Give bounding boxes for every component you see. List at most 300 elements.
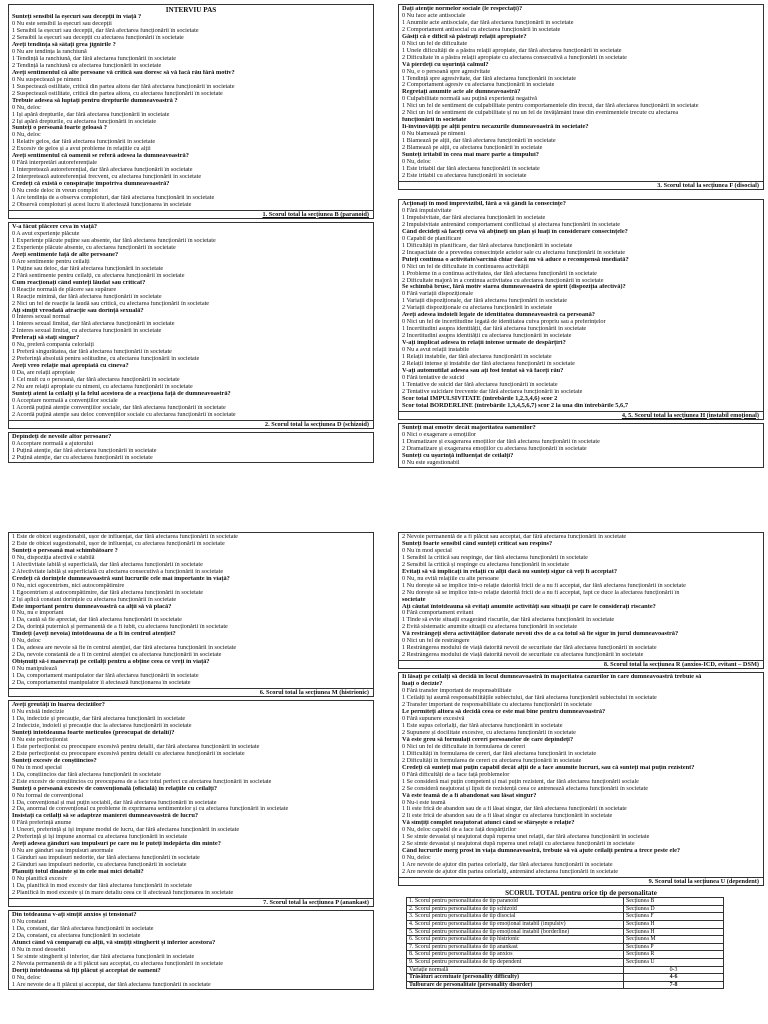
answer-option: 2 Comportament agresiv cu afectarea funcționării în societate [402,82,555,89]
answer-option: 2 Acordă puțină atenție sau deloc convențiilor sociale cu afectarea funcționării în societate [12,411,236,418]
answer-option: 2 Este iritabil cu afectarea funcționării în societate [402,172,527,179]
answer-option: 2 Este excesiv de conștiincios cu preocuparea de a face totul perfect cu afectarea funcționării în societate [12,778,272,785]
score-row-section: Secțiunea H [624,920,724,928]
question-text: Sunteți mai emotiv decât majoritatea oamenilor? [402,424,536,431]
answer-option: 2 Nu dorește să se implice într-o relație datorită fricii de a nu fi acceptat, fapt ce duce la afectarea funcționării în [402,589,680,596]
answer-option: 1 Are nevoie de ajutor din partea celorlalți, dar fără afectarea funcționării în societate [402,862,613,869]
answer-option: 2 Îi este frică de abandon sau de a fi lăsat singur cu afectarea funcționării în societate [402,813,613,820]
answer-option: 0 Nu crede deloc în vreun complot [12,188,98,195]
section-histrionic [8,532,374,697]
section-continued [8,432,374,463]
question-list [12,14,370,209]
answer-option: 2 Nici un fel de reacție la laudă sau critică, cu afectarea funcționării în societate [12,300,210,307]
answer-option: 0 Fără impulsivitate [402,207,452,214]
question-text: Atunci când vă comparați cu alții, vă simțiți stingherit și inferior acestora? [12,939,216,946]
answer-option: 1 Da, constant, dar fără afectarea funcționării în societate [12,925,154,932]
score-row-section: Secțiunea M [624,936,724,944]
question-text: Vă este greu să formulați cereri persoanelor de care depindeți? [402,736,574,743]
question-text: Vă restrângeți sfera activităților datorate nevoii dvs de a ca totul să fie sigur în jurul dumneavoastră? [402,631,679,638]
answer-option: 2 Da, dorință puternică și permanentă de a fi iubit, cu afectarea funcționării în societate [12,624,228,631]
answer-option: 1 Da, adesea are nevoie să fie în centrul atenției, dar fără afectarea funcționării în societate [12,645,237,652]
section-schizoid [8,222,374,429]
answer-option: 2 Sensibil la eșecuri sau decepții cu afectarea funcționării în societate [12,35,184,42]
answer-option: 0 Nu suspectează pe nimeni [12,76,82,83]
score-row-label: 5. Scorul pentru personalitatea de tip emoțional instabil (borderline) [407,928,624,936]
question-text: Scor total BORDERLINE (întrebările 1,3,4,5,6,7) scor 2 la una din întrebările 5,6,7 [402,402,629,409]
answer-option: 1 Da, comportament manipulator dar fără afectarea funcționării în societate [12,673,199,680]
answer-option: 2 Se consideră neajutorat și lipsit de rezistență ceea ce antrenează afectarea funcționării în societate [402,785,648,792]
answer-option: 1 Da, caută să fie apreciat, dar fără afectarea funcționării în societate [12,617,182,624]
answer-option: 0 Nu, dispoziția afectivă e stabilă [12,554,95,561]
answer-option: 0 Fără comportament evitant [402,610,474,617]
score-summary-range: 0-3 [624,966,724,974]
answer-option: 2 Transfer important de responsabilitate cu afectarea funcționării în societate [402,702,592,709]
answer-option: 0 Nu este sensibil la eșecuri sau decepții [12,21,112,28]
question-text: Regretați anumite acte ale dumneavoastră? [402,89,521,96]
section-histrionic-start [398,423,764,468]
question-list [402,425,760,467]
section-score-footer: 2. Scorul total la secțiunea D (schizoid) [9,420,373,428]
answer-option: 0 Nu există indecizie [12,709,65,716]
answer-option: 0 Fără transfer important de responsabilitate [402,688,512,695]
answer-option: 2 Este de obicei sugestionabil, ușor de influențat, cu afectarea funcționării în societate [12,540,225,547]
score-row-section: Secțiunea H [624,928,724,936]
answer-option: 0 Nu, deloc [402,855,431,862]
question-list [402,674,760,876]
answer-option: 1 Nu dorește să se implice într-o relație datorită fricii de a nu fi acceptat, dar fără afectarea funcționării în societate [402,582,686,589]
question-text: Sunteți o persoană excesiv de convențională (oficială) în relațiile cu ceilalți? [12,785,218,792]
score-table-title: SCORUL TOTAL pentru orice tip de personalitate [505,889,657,898]
answer-option: 2 Evită sistematic anumite situații cu afectarea funcționării în societate [402,624,578,631]
answer-option: 1 Variații dispoziționale, dar fără afectarea funcționării în societate [402,298,567,305]
answer-option: 0 Nici un fel de incertitudine legată de identitatea cuiva propriu sau a preferințelor [402,319,606,326]
answer-option: 1 Da, convențional și mai puțin sociabil, dar fără afectarea funcționării în societate [12,799,217,806]
answer-option: 0 Fără tentative de suicid [402,374,465,381]
section-score-footer: 6. Scorul total la secțiunea M (histrionic) [9,688,373,696]
answer-option: 2 Nevoia permanentă de a fi plăcut sau acceptat, cu afectarea funcționării în societate [12,960,223,967]
question-text: Se schimbă brusc, fără motiv starea dumneavoastră de spirit (dispoziția afectivă)? [402,284,626,291]
section-score-footer: 9. Scorul total la secțiunea U (dependent) [399,877,763,885]
section-score-footer: 8. Scorul total la secțiunea R (anxios-ICD, evitant – DSM) [399,660,763,668]
answer-option: 1 Impulsivitate, dar fără afectarea funcționării în societate [402,214,546,221]
answer-option: 1 Tendință la ranchiună, dar fără afectarea funcționării în societate [12,55,177,62]
score-row [407,943,724,951]
answer-option: 1 Probleme în a continua activitatea, dar fără afectarea funcționării în societate [402,270,597,277]
score-row-label: 4. Scorul pentru personalitatea de tip emoțional instabil (impulsiv) [407,920,624,928]
question-text: Credeți că sunteți mai puțin capabil decât alții de a face anumite lucruri, sau că sunteți mai puțin rezistent? [402,764,695,771]
section-emotional-unstable [398,199,764,420]
answer-option: 2 Este perfecționist cu preocupare excesivă pentru detalii cu afectarea funcționării în societate [12,750,245,757]
answer-option: 1 Afectivitate labilă și superficială, dar fără afectarea funcționării în societate [12,561,203,568]
score-row-label: 7. Scorul pentru personalitatea de tip anankast [407,943,624,951]
question-list [12,534,370,687]
answer-option: 2 Are nevoie de ajutor din partea celorlalți, antrenând afectarea funcționării în societate [402,869,618,876]
question-text: Depindeți de nevoile altor persoane? [12,433,112,440]
section-paranoid [8,4,374,219]
answer-option: 0 Nici un fel de dificultate [402,40,468,47]
answer-option: 0 Nici un fel de dificultate în continuarea activității [402,263,529,270]
answer-option: 0 Fără interpretări autoreferențiale [12,160,98,167]
answer-option: 0 Fără variații dispoziționale [402,291,473,298]
answer-option: 1 Sensibil la critică sau respinge, dar fără afectarea funcționării în societate [402,554,588,561]
question-text: Preferați să stați singur? [12,335,80,342]
answer-option: 0 Nu-i este teamă [402,799,446,806]
page-1 [8,4,374,522]
score-row-label: 1. Scorul pentru personalitatea de tip paranoid [407,898,624,906]
answer-option: 2 Dramatizare și exagerarea emoțiilor cu afectarea funcționării în societate [402,445,587,452]
page-2 [398,4,764,522]
score-row-section: Secțiunea P [624,943,724,951]
answer-option: 1 Își apără drepturile, dar fără afectarea funcționării în societate [12,111,170,118]
question-text: Sunteți iritabil în ceea mai mare parte a timpului? [402,152,539,159]
question-text: Le permiteți altora să decidă ceea ce este mai bine pentru dumneavoastră? [402,709,606,716]
question-text: funcționării în societate [402,117,467,124]
question-text: Aveți sentimente față de alte persoane? [12,251,119,258]
answer-option: 0 Nu, e o persoană spre agresivitate [402,68,491,75]
score-row-section: Secțiunea B [624,898,724,906]
question-text: V-ați implicat adesea în relații intense urmate de despărțiri? [402,340,566,347]
question-text: Acționați în mod imprevizibil, fără a vă gândi la consecințe? [402,201,566,208]
question-text: Obișnuiți să-i manevrați pe ceilalți pentru a obține ceea ce vreți în viață? [12,659,210,666]
answer-option: 0 Nu este perfecționist [12,736,68,743]
answer-option: 2 Preferință și își impune anormal cu afectarea funcționării în societate [12,834,188,841]
answer-option: 0 Interes sexual normal [12,314,70,321]
score-row [407,936,724,944]
question-text: Sunteți excesiv de conștiincios? [12,757,97,764]
answer-option: 0 Nici un fel de restrângere [402,638,470,645]
score-row-section: Secțiunea R [624,951,724,959]
document-title: INTERVIU PAS [165,6,217,14]
answer-option: 0 Acceptare normală a ajutorului [12,440,94,447]
question-list [402,201,760,410]
question-text: Insistați ca ceilalți să se adapteze manierei dumneavoastră de lucru? [12,813,199,820]
answer-option: 0 Nu, preferă compania celorlalți [12,342,94,349]
answer-option: 2 Își aplică constant dorințele cu afectarea funcționării în societate [12,596,177,603]
question-text: Sunteți o persoană foarte geloasă ? [12,125,107,132]
answer-option: 0 Nu, deloc [12,104,41,111]
answer-option: 2 Se simte devastat și neajutorat după ruperea unei relații cu afectarea funcționării în societate [402,841,635,848]
score-row [407,913,724,921]
score-row-section: Secțiunea F [624,913,724,921]
question-text: Cum reacționați când sunteți lăudat sau criticat? [12,279,146,286]
answer-option: 2 Tentative suicidare frecvente dar fără afectarea funcționării în societate [402,388,583,395]
answer-option: 0 Nu a avut relații instabile [402,347,470,354]
question-text: Vă este teamă de a fi abandonat sau lăsat singur? [402,792,537,799]
answer-option: 1 Cel mult cu o persoană, dar fără afectarea funcționării în societate [12,377,180,384]
answer-option: 0 Nu în mod special [12,764,62,771]
question-list [12,224,370,419]
answer-option: 1 Este iritabil dar fără afectarea funcționării în societate [402,165,540,172]
answer-option: 1 Tinde să evite situații exagerând riscurile, dar fără afectarea funcționării în societate [402,617,615,624]
answer-option: 0 Nu, deloc [402,158,431,165]
answer-option: 1 Este supus celorlalți, dar fără afectarea funcționării în societate [402,723,563,730]
score-row-section: Secțiunea D [624,905,724,913]
answer-option: 0 Nu, deloc capabil de a face față despărțirilor [402,827,517,834]
answer-option: 2 Blamează pe alții, cu afectarea funcționării în societate [402,145,543,152]
answer-option: 2 Supunere și docilitate excesive, cu afectarea funcționării în societate [402,729,576,736]
answer-option: 0 Nu, nici egocentrism, nici autocompătimire [12,582,125,589]
score-summary-range: 7-8 [624,981,724,989]
score-row-section: Secțiunea U [624,958,724,966]
answer-option: 0 Acceptare normală a convențiilor sociale [12,397,118,404]
question-list [402,6,760,180]
answer-option: 1 Restrângerea modului de viață datorită nevoii de securitate dar fără afectarea funcționării în societate [402,645,657,652]
question-text: Credeți că dorințele dumneavoastră sunt lucrurile cele mai importante în viață? [12,575,230,582]
question-text: Dați atenție normelor sociale (le respectați)? [402,6,523,12]
answer-option: 1 Relativ gelos, dar fără afectarea funcționării în societate [12,139,156,146]
answer-option: 2 Da, comportamentul manipulator îi afectează funcționarea în societate [12,680,191,687]
answer-option: 1 Interpretează autoreferențial, dar fără afectarea funcționării în societate [12,167,193,174]
question-text: Credeți că există o conspirație împotriva dumneavoastră? [12,181,170,188]
answer-option: 2 Fără sentimente pentru ceilalți, cu afectarea funcționării în societate [12,272,185,279]
answer-option: 1 Dramatizare și exagerarea emoțiilor dar fără afectarea funcționării în societate [402,438,600,445]
score-summary-range: 4-6 [624,974,724,982]
answer-option: 0 Capabil de planificare [402,235,462,242]
answer-option: 2 Incertitudini asupra identității cu afectarea funcționării în societate [402,333,572,340]
page-3 [8,532,374,1020]
section-dependent [398,672,764,886]
section-score-footer: 7. Scorul total la secțiunea P (anankast) [9,898,373,906]
score-row [407,951,724,959]
answer-option: 2 Interpretează autoreferențial frecvent, cu afectarea funcționării în societate [12,174,202,181]
answer-option: 2 Excesiv de gelos și a avut probleme în relațiile cu alții [12,146,151,153]
score-row [407,958,724,966]
score-row [407,928,724,936]
score-summary-label: Trăsături accentuate (personality difficulty) [407,974,624,982]
answer-option: 1 Gânduri sau impulsuri nedorite, dar fără afectarea funcționării în societate [12,855,200,862]
question-text: Vă simțiți complet neajutorat atunci când se sfârșește o relație? [402,820,575,827]
answer-option: 1 Da, planifică în mod excesiv dar fără afectarea funcționării în societate [12,882,193,889]
answer-option: 2 Puțină atenție, dar cu afectarea funcționării în societate [12,454,153,461]
score-row [407,905,724,913]
answer-option: 2 Nevoie permanentă de a fi plăcut sau acceptat, dar fără afectarea funcționării în societate [402,534,627,540]
answer-option: 0 Da, are relații apropiate [12,370,76,377]
question-text: Îi lăsați pe ceilalți să decidă în locul dumneavoastră în majoritatea cazurilor în care dumneavoastră trebuie să [402,674,702,681]
answer-option: 2 Sensibil la critică și respinge cu afectarea funcționării în societate [402,561,569,568]
score-row-label: 9. Scorul pentru personalitatea de tip dependent [407,958,624,966]
answer-option: 1 Acordă puțină atenție convențiilor sociale, dar fără afectarea funcționării în societate [12,404,226,411]
answer-option: 0 Nici o exagerare a emoțiilor [402,431,477,438]
answer-option: 0 Fără preferință anume [12,820,72,827]
answer-option: 0 Nu, deloc [12,132,41,139]
answer-option: 0 Nu are gânduri sau impulsuri anormale [12,848,114,855]
answer-option: 0 Fără supunere excesivă [402,716,465,723]
question-text: Sunteți cu ușurință influențat de ceilalți? [402,452,514,459]
score-row [407,920,724,928]
section-score-footer: 4, 5. Scorul total la secțiunea H (instabil emoțional) [399,411,763,419]
answer-option: 0 Are sentimente pentru ceilalți [12,258,90,265]
score-row-label: 2. Scorul pentru personalitatea de tip schizoid [407,905,624,913]
answer-option: 1 Sensibil la eșecuri sau decepții, dar fără afectarea funcționării în societate [12,28,199,35]
answer-option: 1 Puține sau deloc, dar fără afectarea funcționării în societate [12,265,164,272]
answer-option: 1 Reacție minimă, dar fără afectarea funcționării în societate [12,293,162,300]
section-anxious-continued [398,532,764,669]
score-summary-row [407,981,724,989]
score-row-label: 3. Scorul pentru personalitatea de tip disocial [407,913,624,921]
answer-option: 1 Ceilalți își asumă responsabilitățile subiectului, dar fără afectarea funcționării subiectului în societate [402,695,657,702]
score-table [406,897,724,989]
answer-option: 1 Da, indecizie și precauție, dar fără afectarea funcționării în societate [12,716,186,723]
answer-option: 1 Tendință spre agresivitate, dar fără afectarea funcționării în societate [402,75,576,82]
answer-option: 1 Îi este frică de abandon sau de a fi lăsat singur, dar fără afectarea funcționării în societate [402,806,627,813]
section-score-footer: 1. Scorul total la secțiunea B (paranoid) [9,210,373,218]
question-text: Aveți sentimentul că oamenii se referă adesea la dumneavoastră? [12,153,189,160]
answer-option: 1 Puțină atenție, dar fără afectarea funcționării în societate [12,447,157,454]
answer-option: 0 Nu, nu evită relațiile cu alte persoane [402,575,499,582]
question-text: Vă pierdeți cu ușurință calmul? [402,61,489,68]
answer-option: 2 Dificultate majoră în a continua activitatea cu afectarea funcționării în societate [402,277,604,284]
answer-option: 1 Unele dificultăți de a păstra relații apropiate, dar fără afectarea funcționării în societate [402,47,622,54]
score-summary-label: Variație normală [407,966,624,974]
section-disocial [398,4,764,190]
answer-option: 0 Nu, deloc [12,974,41,981]
answer-option: 1 Da, conștiincios dar fără afectarea funcționării în societate [12,771,161,778]
question-list [12,702,370,897]
score-row [407,898,724,906]
answer-option: 2 Își apără drepturile, cu afectarea funcționării în societate [12,118,157,125]
question-text: Sunteți o persoană mai schimbătoare ? [12,547,118,554]
answer-option: 1 Interes sexual limitat, dar fără afectarea funcționării în societate [12,321,175,328]
answer-option: 0 Nu este sugestionabil [402,459,460,466]
question-list [12,912,370,988]
question-text: Aveți tendința să sâtați grea jignirile ? [12,42,116,49]
answer-option: 0 Nu manipulează [12,666,58,673]
answer-option: 0 Nu are tendința la ranchiună [12,48,87,55]
question-text: Sunteți sensibil la eșecuri sau decepții în viață ? [12,14,142,21]
answer-option: 2 Variații dispoziționale cu afectarea funcționării în societate [402,305,553,312]
answer-option: 1 Se consideră mai puțin competent și mai puțin rezistent, dar fără afectarea funcționării sociale [402,778,639,785]
answer-option: 2 Impulsivitate antrenând comportament conflictual și afectarea funcționării în societate [402,221,621,228]
answer-option: 0 Nici un fel de dificultate în formularea de cereri [402,743,526,750]
answer-option: 1 Se simte devastat și neajutorat după ruperea unei relații, dar fără afectarea funcționării în societate [402,834,650,841]
answer-option: 2 Da, anormal de convențional cu probleme în exprimarea sentimentelor și cu afectarea funcționării în societate [12,806,289,813]
answer-option: 2 Suspectează ostilitate, critică din partea altora, cu afectarea funcționării în societate [12,90,223,97]
answer-option: 1 Egocentrism și autocompătimire, dar fără afectarea funcționării în societate [12,589,204,596]
answer-option: 1 Preferă singurătatea, dar fără afectarea funcționării în societate [12,349,172,356]
answer-option: 2 Preferință absolută pentru solitudine, cu afectarea funcționării în societate [12,356,200,363]
question-text: Scor total IMPULSIVITATE (întrebările 1,2,3,4,6) scor 2 [402,395,558,402]
answer-option: 2 Interes sexual limitat, cu afectarea funcționării în societate [12,328,162,335]
question-list [12,434,370,462]
answer-option: 2 Observă comploturi și acest lucru îi afectează funcționarea în societate [12,201,192,208]
question-text: Sunteți foarte sensibil când sunteți criticat sau respins? [402,540,553,547]
question-text: Planuiți totul dinainte și în cele mai mici detalii? [12,869,144,876]
question-text: Sunteți atent la ceilalți și la felul acestora de a reacționa față de dumneavoastră? [12,390,231,397]
question-text: Ați simțit vreodată atracție sau dorință sexuală? [12,307,144,314]
question-text: Doriți întotdeauna să fiți plăcut și acceptat de oameni? [12,967,161,974]
score-summary-row [407,974,724,982]
answer-option: 2 Comportament antisocial cu afectarea funcționării în societate [402,26,561,33]
section-score-footer: 3. Scorul total la secțiunea F (disocial) [399,181,763,189]
question-text: Puteți continua o activitate/sarcină chiar dacă nu vă aduce o recompensă imediată? [402,256,629,263]
answer-option: 2 Afectivitate labilă și superficială cu afectarea consecutivă a funcționării în societate [12,568,224,575]
answer-option: 1 Nici un fel de sentiment de culpabilitate pentru comportamentele din trecut, dar fără afectarea funcționării în societate [402,103,699,110]
answer-option: 0 Nu planifică excesiv [12,876,68,882]
answer-option: 1 Incertitudini asupra identității, dar fără afectarea funcționării în societate [402,326,587,333]
answer-option: 2 Experiențe plăcute absente, cu afectarea funcționării în societate [12,244,176,251]
question-text: Aveți vreo relație mai apropiată cu cineva? [12,363,129,370]
score-row-label: 8. Scorul pentru personalitatea de tip anxios [407,951,624,959]
question-text: Ați căutat întotdeauna să evitați anumite activități sau situații pe care le considerați riscante? [402,603,656,610]
answer-option: 1 Blamează pe alții, dar fără afectarea funcționării în societate [402,138,556,145]
question-text: Tindeți (aveți nevoia) întotdeauna de a fi în centrul atenției? [12,631,176,638]
question-text: Când lucrurile merg prost în viața dumneavoastră, trebuie să vă ajute ceilalți pentru a trece peste ele? [402,848,681,855]
answer-option: 1 Tentative de suicid dar fără afectarea funcționării în societate [402,381,558,388]
question-text: Când decideți să faceți ceva vă abțineți un plan și luați în considerare consecințele? [402,228,628,235]
question-text: Aveți adesea îndoieli legate de identitatea dumneavoastră ca persoană? [402,312,596,319]
score-summary-row [407,966,724,974]
answer-option: 2 Da, constant, cu afectarea funcționării în societate [12,932,141,939]
question-text: Aveți adesea gânduri sau impulsuri pe care nu le puteți îndepărta din minte? [12,841,221,848]
answer-option: 1 Are tendința de a observa comploturi, dar fără afectarea funcționării în societate [12,194,215,201]
question-text: Găsiți că e dificil să păstrați relații apropiate? [402,33,527,40]
answer-option: 0 Fără dificultăți de a face față problemelor [402,771,510,778]
section-anxious [8,910,374,989]
question-text: Sunteți întotdeauna foarte meticulos (preocupat de detalii)? [12,729,175,736]
question-list [402,534,760,659]
answer-option: 0 Nu constant [12,919,47,926]
answer-option: 0 Nu, deloc [12,638,41,645]
score-summary-label: Tulburare de personalitate (personality disorder) [407,981,624,989]
answer-option: 0 Nu în mod deosebit [12,946,66,953]
question-text: Evitați să vă implicați în relații cu alții dacă nu sunteți sigur că veți fi acceptat? [402,568,618,575]
answer-option: 1 Anumite acte antisociale, dar fără afectarea funcționării în societate [402,19,574,26]
answer-option: 0 Nu, nu e important [12,610,64,617]
question-text: V-a făcut plăcere ceva în viață? [12,224,98,231]
answer-option: 2 Gânduri sau impulsuri nedorite, cu afectarea funcționării în societate [12,862,187,869]
question-text: Aveți sentimentul că alte persoane vă critică sau doresc să vă facă rău fără motiv? [12,69,235,76]
question-text: V-ați automutilat adesea sau ați fost tentat să vă faceți rău? [402,367,564,374]
question-text: Îi-învinovățiți pe alții pentru necazurile dumneavoastră în societate? [402,124,589,131]
answer-option: 2 Relații intense și instabile dar fără afectarea funcționării în societate [402,360,575,367]
answer-option: 0 Nu face acte antisociale [402,12,466,19]
answer-option: 0 Nu în mod special [402,547,452,554]
answer-option: 2 Dificultăți în formularea de cereri cu afectarea funcționării în societate [402,757,582,764]
answer-option: 1 Suspectează ostilitate, critică din partea altora dar fără afectarea funcționării în societate [12,83,235,90]
answer-option: 1 Uneori, preferință și își impune modul de lucru, dar fără afectarea funcționării în societate [12,827,240,834]
question-text: Aveți greutăți în luarea deciziilor? [12,702,106,709]
answer-option: 0 A avut experiențe plăcute [12,231,80,238]
answer-option: 0 Culpabilitate normală sau puțină experiență negativă [402,96,538,103]
answer-option: 1 Este perfecționist cu preocupare excesivă pentru detalii, dar fără afectarea funcționării în societate [12,743,260,750]
question-text: Este important pentru dumneavoastră ca alții să vă placă? [12,603,172,610]
answer-option: 2 Indecizie, îndoieli și precauție duc la afectarea funcționării în societate [12,723,192,730]
answer-option: 1 Se simte stingherit și inferior, dar fără afectarea funcționării în societate [12,953,195,960]
answer-option: 1 Dificultăți în formularea de cereri, dar fără afectarea funcționării în societate [402,750,597,757]
answer-option: 1 Este de obicei sugestionabil, ușor de influențat, dar fără afectarea funcționării în societate [12,534,238,540]
section-anankast [8,700,374,907]
answer-option: 2 Nici un fel de sentiment de culpabilitate și nu un fel de învățământ trase din evenimentele trecute cu afectarea [402,110,679,117]
question-text: Trebuie adesea să luptați pentru drepturile dumneavoastră ? [12,97,178,104]
answer-option: 1 Relații instabile, dar fără afectarea funcționării în societate [402,354,552,360]
page-4 [398,532,764,1020]
answer-option: 0 Nu blamează pe nimeni [402,131,466,138]
answer-option: 1 Experiențe plăcute puține sau absente, dar fără afectarea funcționării în societate [12,238,216,244]
answer-option: 2 Incapacitate de a prevedea consecințele actelor sale cu afectarea funcționării în societate [402,249,625,256]
answer-option: 2 Restrângerea modului de viață datorită nevoii de securitate cu afectarea funcționării în societate [402,652,644,659]
answer-option: 2 Nu are relații apropiate cu nimeni, cu afectarea funcționării în societate [12,384,193,391]
answer-option: 2 Tendință la ranchiună cu afectarea funcționării în societate [12,62,162,69]
answer-option: 1 Dificultăți în planificare, dar fără afectarea funcționării în societate [402,242,573,249]
answer-option: 0 Nu formal de convențional [12,792,84,799]
answer-option: 2 Planifică în mod excesiv și în mare detaliu ceea ce îi afectează funcționarea în societate [12,889,234,896]
question-text: luați o decizie? [402,681,443,688]
answer-option: 1 Are nevoie de a fi plăcut și acceptat, dar fără afectarea funcționării în societate [12,981,211,988]
answer-option: 2 Da, nevoie constantă de a fi în centrul atenției cu afectarea funcționării în societate [12,652,222,659]
question-text: societate [402,596,426,603]
question-text: Din totdeauna v-ați simțit anxios și tensionat? [12,912,137,919]
answer-option: 2 Dificultate în a păstra relații apropiate cu afectarea consecutivă a funcționării în societate [402,54,627,61]
